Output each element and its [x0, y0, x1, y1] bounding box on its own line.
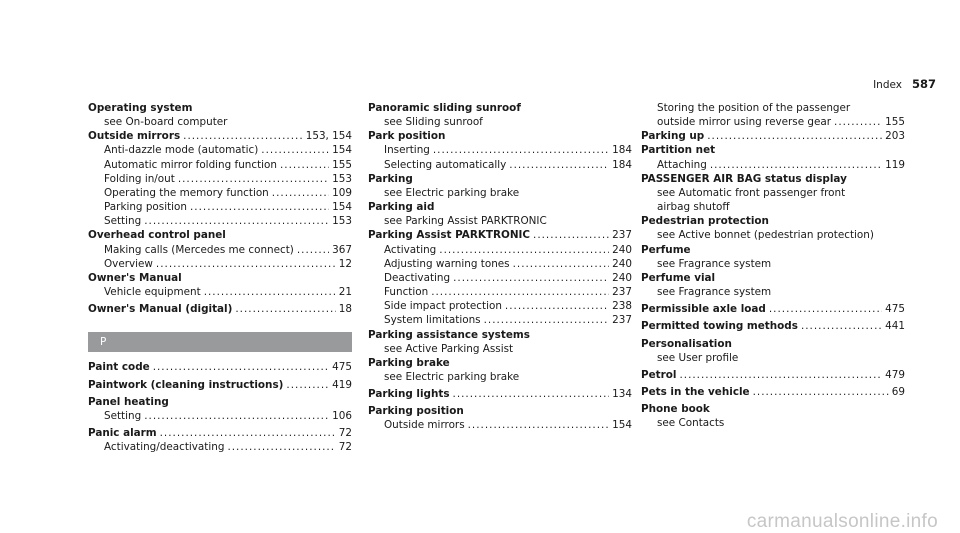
- index-subentry: [641, 416, 905, 430]
- index-subentry[interactable]: [368, 257, 632, 271]
- entry-text: Partition net: [641, 144, 716, 157]
- entry-text: Setting: [104, 409, 142, 422]
- index-subentry[interactable]: [368, 299, 632, 313]
- index-entry[interactable]: [368, 228, 632, 242]
- page-reference[interactable]: 12: [338, 257, 352, 270]
- index-subentry: [368, 186, 632, 200]
- index-subentry[interactable]: [368, 243, 632, 257]
- page-reference[interactable]: 238: [612, 300, 632, 313]
- index-entry: [641, 402, 905, 416]
- page-reference[interactable]: 21: [338, 286, 352, 299]
- dot-leader: [433, 143, 609, 157]
- index-entry[interactable]: [88, 302, 352, 316]
- dot-leader: [753, 385, 889, 399]
- index-subentry[interactable]: [88, 143, 352, 157]
- entry-text: Perfume vial: [641, 271, 716, 284]
- entry-text: Parking position: [104, 201, 187, 214]
- page-reference[interactable]: 184: [612, 158, 632, 171]
- index-subentry[interactable]: [88, 243, 352, 257]
- entry-text: Deactivating: [384, 271, 451, 284]
- dot-leader: [178, 172, 329, 186]
- dot-leader: [801, 319, 882, 333]
- dot-leader: [297, 243, 329, 257]
- entry-text: Pets in the vehicle: [641, 385, 750, 398]
- entry-text: Parking assistance systems: [368, 328, 530, 341]
- index-subentry: [641, 351, 905, 365]
- index-subentry: [641, 285, 905, 299]
- entry-text: Function: [384, 286, 429, 299]
- page-number: 587: [911, 77, 936, 91]
- entry-text: Paintwork (cleaning instructions): [88, 378, 284, 391]
- entry-text: Parking brake: [368, 356, 450, 369]
- index-subentry[interactable]: [368, 313, 632, 327]
- page-reference[interactable]: 72: [338, 426, 352, 439]
- dot-leader: [533, 228, 609, 242]
- dot-leader: [509, 158, 609, 172]
- page-reference[interactable]: 240: [612, 243, 632, 256]
- index-subentry: [368, 342, 632, 356]
- index-subentry[interactable]: [88, 200, 352, 214]
- entry-text: Selecting automatically: [384, 158, 507, 171]
- page-reference[interactable]: 237: [612, 314, 632, 327]
- entry-text: Pedestrian protection: [641, 215, 769, 228]
- index-subentry: [641, 200, 905, 214]
- page-reference[interactable]: 475: [332, 361, 352, 374]
- entry-text: Permitted towing methods: [641, 320, 798, 333]
- index-entry[interactable]: [88, 378, 352, 392]
- index-subentry[interactable]: [368, 285, 632, 299]
- entry-text: Parking: [368, 172, 413, 185]
- index-subentry: [88, 115, 352, 129]
- dot-leader: [710, 158, 882, 172]
- page-reference[interactable]: 240: [612, 257, 632, 270]
- entry-text: Attaching: [657, 158, 707, 171]
- index-subentry: [641, 186, 905, 200]
- dot-leader: [227, 440, 335, 454]
- index-subentry[interactable]: [88, 285, 352, 299]
- entry-text: Panel heating: [88, 395, 169, 408]
- index-entry: [368, 172, 632, 186]
- entry-text: Parking Assist PARKTRONIC: [368, 229, 531, 242]
- dot-leader: [679, 368, 882, 382]
- entry-text: Park position: [368, 130, 446, 143]
- index-subentry[interactable]: [368, 158, 632, 172]
- page-reference[interactable]: 419: [332, 378, 352, 391]
- index-entry[interactable]: [88, 360, 352, 374]
- entry-text: see Fragrance system: [657, 257, 772, 270]
- dot-leader: [484, 313, 610, 327]
- entry-text: Phone book: [641, 403, 710, 416]
- entry-text: see Active bonnet (pedestrian protection): [657, 229, 874, 242]
- entry-text: Anti-dazzle mode (automatic): [104, 144, 259, 157]
- page-reference[interactable]: 109: [332, 186, 352, 199]
- entry-text: Side impact protection: [384, 300, 502, 313]
- section-letter-bar: P: [88, 332, 352, 352]
- index-entry[interactable]: [641, 319, 905, 333]
- dot-leader: [153, 360, 329, 374]
- entry-text: see On-board computer: [104, 116, 228, 129]
- dot-leader: [834, 115, 882, 129]
- entry-text: see Electric parking brake: [384, 186, 520, 199]
- index-entry[interactable]: [641, 129, 905, 143]
- page-reference[interactable]: 153: [332, 172, 352, 185]
- page-reference[interactable]: 240: [612, 271, 632, 284]
- index-entry[interactable]: [368, 387, 632, 401]
- entry-text: Setting: [104, 215, 142, 228]
- entry-text: Permissible axle load: [641, 303, 766, 316]
- page-reference[interactable]: 69: [891, 385, 905, 398]
- index-entry: [88, 228, 352, 242]
- dot-leader: [280, 158, 329, 172]
- entry-text: see User profile: [657, 351, 739, 364]
- index-subentry[interactable]: [88, 257, 352, 271]
- index-subentry[interactable]: [88, 409, 352, 423]
- index-column-2: [368, 101, 632, 433]
- page-reference[interactable]: 367: [332, 243, 352, 256]
- entry-text: Parking up: [641, 130, 705, 143]
- index-entry[interactable]: [641, 302, 905, 316]
- index-subentry[interactable]: [368, 271, 632, 285]
- entry-text: Operating the memory function: [104, 186, 269, 199]
- dot-leader: [431, 285, 609, 299]
- entry-text: see Contacts: [657, 417, 725, 430]
- page-reference[interactable]: 155: [332, 158, 352, 171]
- entry-text: Automatic mirror folding function: [104, 158, 277, 171]
- entry-text: Outside mirrors: [384, 419, 465, 432]
- dot-leader: [769, 302, 882, 316]
- index-entry: [368, 328, 632, 342]
- entry-text: Paint code: [88, 361, 150, 374]
- entry-text: Activating/deactivating: [104, 441, 225, 454]
- dot-leader: [468, 418, 610, 432]
- index-subentry[interactable]: [641, 158, 905, 172]
- page-reference[interactable]: 479: [885, 368, 905, 381]
- index-subentry: [368, 115, 632, 129]
- dot-leader: [204, 285, 336, 299]
- index-subentry[interactable]: [88, 440, 352, 454]
- entry-text: airbag shutoff: [657, 201, 730, 214]
- index-entry: [641, 271, 905, 285]
- index-entry: [88, 101, 352, 115]
- page-reference[interactable]: 18: [338, 303, 352, 316]
- dot-leader: [453, 387, 610, 401]
- page-reference[interactable]: 154: [332, 144, 352, 157]
- entry-text: Inserting: [384, 144, 430, 157]
- index-entry[interactable]: [641, 368, 905, 382]
- index-entry: [368, 404, 632, 418]
- index-subentry[interactable]: [88, 186, 352, 200]
- page-reference[interactable]: 106: [332, 409, 352, 422]
- dot-leader: [190, 200, 329, 214]
- index-subentry: [641, 101, 905, 115]
- dot-leader: [261, 143, 329, 157]
- watermark: carmanualsonline.info: [746, 511, 938, 532]
- index-subentry[interactable]: [88, 158, 352, 172]
- page-reference[interactable]: 184: [612, 144, 632, 157]
- entry-text: Storing the position of the passenger: [657, 102, 851, 114]
- dot-leader: [707, 129, 882, 143]
- entry-text: Operating system: [88, 102, 193, 114]
- entry-text: Parking position: [368, 405, 464, 418]
- entry-text: see Parking Assist PARKTRONIC: [384, 215, 547, 228]
- entry-text: Outside mirrors: [88, 130, 181, 143]
- entry-text: see Electric parking brake: [384, 370, 520, 383]
- entry-text: see Sliding sunroof: [384, 116, 483, 129]
- dot-leader: [183, 129, 303, 143]
- dot-leader: [272, 186, 329, 200]
- index-subentry: [368, 370, 632, 384]
- entry-text: see Fragrance system: [657, 286, 772, 299]
- entry-text: PASSENGER AIR BAG status display: [641, 172, 847, 185]
- page-reference[interactable]: 154: [332, 201, 352, 214]
- entry-text: Parking aid: [368, 201, 435, 214]
- page-reference[interactable]: 153: [332, 215, 352, 228]
- index-subentry: [641, 257, 905, 271]
- entry-text: Personalisation: [641, 337, 732, 350]
- header-title: Index: [873, 79, 902, 91]
- dot-leader: [235, 302, 335, 316]
- page-reference[interactable]: 475: [885, 303, 905, 316]
- dot-leader: [156, 257, 336, 271]
- index-entry: [368, 129, 632, 143]
- dot-leader: [439, 243, 609, 257]
- index-subentry[interactable]: [641, 115, 905, 129]
- entry-text: Owner's Manual: [88, 271, 182, 284]
- entry-text: Parking lights: [368, 388, 450, 401]
- index-entry[interactable]: [88, 426, 352, 440]
- entry-text: see Automatic front passenger front: [657, 186, 846, 199]
- page-reference[interactable]: 134: [612, 388, 632, 401]
- index-entry: [88, 395, 352, 409]
- entry-text: outside mirror using reverse gear: [657, 116, 832, 129]
- index-entry[interactable]: [641, 385, 905, 399]
- index-entry: [641, 337, 905, 351]
- index-entry: [368, 356, 632, 370]
- index-entry: [641, 172, 905, 186]
- entry-text: Panoramic sliding sunroof: [368, 102, 521, 114]
- entry-text: Overhead control panel: [88, 229, 226, 242]
- index-entry: [368, 200, 632, 214]
- entry-text: Adjusting warning tones: [384, 257, 510, 270]
- entry-text: Perfume: [641, 243, 691, 256]
- entry-text: Overview: [104, 257, 153, 270]
- page-header: [873, 77, 936, 91]
- entry-text: Petrol: [641, 368, 677, 381]
- index-subentry: [368, 214, 632, 228]
- index-entry: [641, 243, 905, 257]
- index-entry: [641, 214, 905, 228]
- index-entry[interactable]: [88, 129, 352, 143]
- entry-text: Activating: [384, 243, 437, 256]
- index-entry: [641, 143, 905, 157]
- dot-leader: [144, 214, 329, 228]
- index-column-1: [88, 101, 352, 454]
- entry-text: System limitations: [384, 314, 481, 327]
- page-reference[interactable]: 72: [338, 441, 352, 454]
- dot-leader: [144, 409, 329, 423]
- page-reference[interactable]: 153, 154: [305, 130, 352, 143]
- entry-text: see Active Parking Assist: [384, 342, 514, 355]
- index-subentry[interactable]: [88, 214, 352, 228]
- page-reference[interactable]: 154: [612, 419, 632, 432]
- index-subentry[interactable]: [368, 143, 632, 157]
- index-subentry[interactable]: [368, 418, 632, 432]
- dot-leader: [513, 257, 610, 271]
- index-subentry: [641, 228, 905, 242]
- index-entry: [88, 271, 352, 285]
- entry-text: Folding in/out: [104, 172, 175, 185]
- entry-text: Making calls (Mercedes me connect): [104, 243, 294, 256]
- dot-leader: [505, 299, 609, 313]
- dot-leader: [160, 426, 336, 440]
- page-reference[interactable]: 155: [885, 116, 905, 129]
- page-reference[interactable]: 203: [885, 130, 905, 143]
- dot-leader: [453, 271, 609, 285]
- page-reference[interactable]: 441: [885, 320, 905, 333]
- dot-leader: [286, 378, 329, 392]
- index-entry: [368, 101, 632, 115]
- page-reference[interactable]: 119: [885, 158, 905, 171]
- index-column-3: [641, 101, 905, 430]
- entry-text: Owner's Manual (digital): [88, 303, 233, 316]
- page-reference[interactable]: 237: [612, 286, 632, 299]
- index-subentry[interactable]: [88, 172, 352, 186]
- entry-text: Vehicle equipment: [104, 286, 201, 299]
- page-reference[interactable]: 237: [612, 229, 632, 242]
- entry-text: Panic alarm: [88, 426, 157, 439]
